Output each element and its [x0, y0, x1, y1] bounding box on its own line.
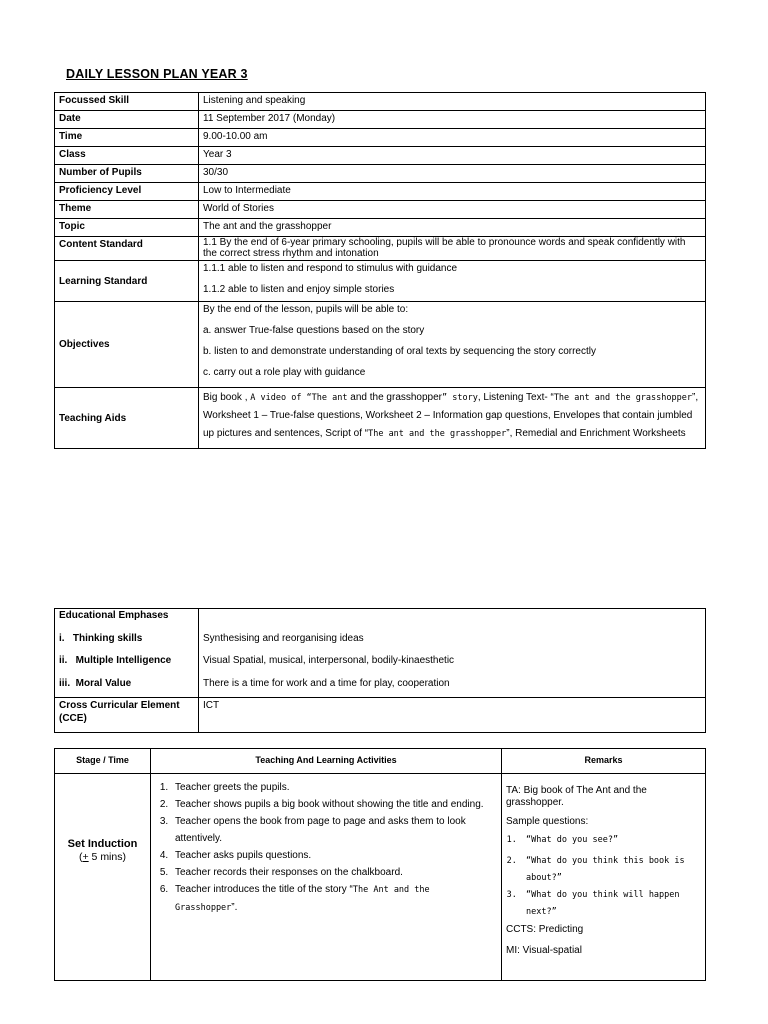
teaching-aids-text: A video of “The ant	[250, 393, 348, 403]
objective-item: c. carry out a role play with guidance	[203, 367, 366, 378]
value-moral-value: There is a time for work and a time for play, cooperation	[203, 677, 450, 689]
remarks-ta: TA: Big book of The Ant and the grasshopper.	[506, 785, 647, 808]
row-focussed-skill	[55, 93, 706, 111]
teaching-aids-text: ”, Remedial and Enrichment Worksheets	[506, 428, 686, 439]
value-time: 9.00-10.00 am	[199, 129, 706, 147]
label-date: Date	[55, 111, 199, 129]
sample-questions-list	[506, 832, 701, 921]
value-focussed-skill: Listening and speaking	[199, 93, 706, 111]
activity-step: 6. Teacher introduces the title of the story “The Ant and the Grasshopper”.	[171, 881, 497, 917]
lesson-info-table	[54, 92, 706, 449]
value-topic: The ant and the grasshopper	[199, 219, 706, 237]
activity-steps-list	[155, 779, 497, 917]
teaching-aids-text: Big book ,	[203, 392, 251, 403]
emphases-labels	[55, 609, 199, 698]
sample-question: 2. “What do you think this book is about?”	[522, 853, 701, 887]
remarks-mi: MI: Visual-spatial	[506, 944, 582, 956]
activities-table	[54, 748, 706, 981]
label-cce: Cross Curricular Element (CCE)	[55, 697, 199, 732]
value-proficiency: Low to Intermediate	[199, 183, 706, 201]
value-thinking-skills: Synthesising and reorganising ideas	[203, 632, 364, 644]
row-teaching-aids	[55, 388, 706, 449]
row-time	[55, 129, 706, 147]
row-class	[55, 147, 706, 165]
emphases-header: Educational Emphases	[59, 610, 169, 621]
sample-question: 3. “What do you think will happen next?”	[522, 887, 701, 921]
label-objectives: Objectives	[55, 302, 199, 388]
label-moral-value: iii. Moral Value	[59, 677, 132, 689]
stage-name: Set Induction	[67, 838, 138, 850]
value-content-standard: 1.1 By the end of 6-year primary schooling, pupils will be able to pronounce words and speak confidently with the correct stress rhythm and intonation	[199, 237, 706, 261]
header-stage: Stage / Time	[55, 749, 151, 774]
value-multiple-intelligence: Visual Spatial, musical, interpersonal, bodily-kinaesthetic	[203, 655, 455, 666]
teaching-aids-text: ” story	[442, 393, 478, 403]
activity-step: 3. Teacher opens the book from page to page and asks them to look attentively.	[171, 813, 497, 847]
row-emphases	[55, 609, 706, 698]
label-pupils: Number of Pupils	[55, 165, 199, 183]
value-teaching-aids	[199, 388, 706, 449]
row-objectives	[55, 302, 706, 388]
row-topic	[55, 219, 706, 237]
activity-step: 4. Teacher asks pupils questions.	[171, 847, 497, 864]
activity-step: 2. Teacher shows pupils a big book without showing the title and ending.	[171, 796, 497, 813]
stage-time: (+ 5 mins)	[79, 851, 126, 864]
label-multiple-intelligence: ii. Multiple Intelligence	[59, 655, 172, 666]
label-focussed-skill: Focussed Skill	[55, 93, 199, 111]
stage-cell	[55, 774, 151, 981]
activity-step: 5. Teacher records their responses on the chalkboard.	[171, 864, 497, 881]
row-proficiency	[55, 183, 706, 201]
objectives-intro: By the end of the lesson, pupils will be able to:	[203, 304, 409, 315]
label-proficiency: Proficiency Level	[55, 183, 199, 201]
label-thinking-skills: i. Thinking skills	[59, 632, 143, 644]
teaching-aids-text: and the grasshopper	[347, 392, 443, 403]
label-content-standard: Content Standard	[55, 237, 199, 261]
teaching-aids-text: ”, Worksheet 1 – True-false questions, Worksheet 2 – Information gap questions, Envelopes that contain jumbled up pictures and sentences, Script of “	[203, 392, 699, 439]
row-set-induction	[55, 774, 706, 981]
label-time: Time	[55, 129, 199, 147]
page-title: DAILY LESSON PLAN YEAR 3	[66, 67, 248, 81]
teaching-aids-text: The ant and the grasshopper	[553, 393, 692, 403]
objective-item: a. answer True-false questions based on the story	[203, 325, 425, 336]
label-learning-standard: Learning Standard	[55, 261, 199, 302]
value-class: Year 3	[199, 147, 706, 165]
sample-question: 1. “What do you see?”	[522, 832, 701, 849]
learning-standard-item: 1.1.1 able to listen and respond to stimulus with guidance	[203, 263, 458, 274]
objective-item: b. listen to and demonstrate understanding of oral texts by sequencing the story correctly	[203, 346, 596, 357]
value-date: 11 September 2017 (Monday)	[199, 111, 706, 129]
activity-step: 1. Teacher greets the pupils.	[171, 779, 497, 796]
row-learning-standard	[55, 261, 706, 302]
row-content-standard	[55, 237, 706, 261]
value-theme: World of Stories	[199, 201, 706, 219]
row-date	[55, 111, 706, 129]
remarks-ccts: CCTS: Predicting	[506, 923, 584, 935]
label-theme: Theme	[55, 201, 199, 219]
educational-emphases-table	[54, 608, 706, 733]
header-remarks: Remarks	[502, 749, 706, 774]
learning-standard-item: 1.1.2 able to listen and enjoy simple stories	[203, 284, 395, 295]
activities-header-row	[55, 749, 706, 774]
value-cce: ICT	[199, 697, 706, 732]
teaching-aids-text: , Listening Text- “	[477, 392, 554, 403]
label-teaching-aids: Teaching Aids	[55, 388, 199, 449]
row-theme	[55, 201, 706, 219]
remarks-sample-label: Sample questions:	[506, 816, 589, 827]
row-pupils	[55, 165, 706, 183]
remarks-cell	[502, 774, 706, 981]
header-activities: Teaching And Learning Activities	[151, 749, 502, 774]
label-class: Class	[55, 147, 199, 165]
row-cce	[55, 697, 706, 732]
label-topic: Topic	[55, 219, 199, 237]
emphases-values	[199, 609, 706, 698]
teaching-aids-text: The ant and the grasshopper	[368, 429, 507, 439]
activities-cell	[151, 774, 502, 981]
value-pupils: 30/30	[199, 165, 706, 183]
